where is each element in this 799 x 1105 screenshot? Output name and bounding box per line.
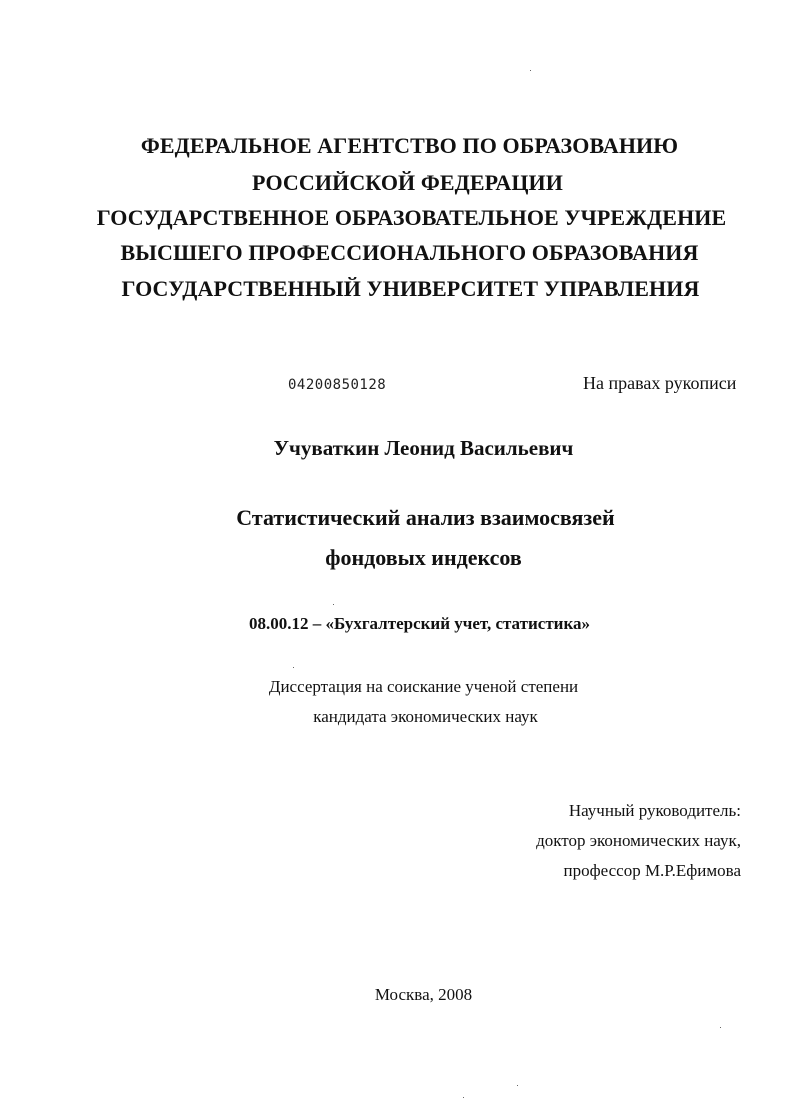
rights-note: На правах рукописи: [583, 373, 737, 393]
education-level: ВЫСШЕГО ПРОФЕССИОНАЛЬНОГО ОБРАЗОВАНИЯ: [120, 240, 699, 265]
dissertation-note-line-2: кандидата экономических наук: [313, 707, 538, 726]
scan-speck: [530, 70, 531, 71]
supervisor-name: профессор М.Р.Ефимова: [563, 861, 741, 880]
thesis-title-line-2: фондовых индексов: [325, 545, 522, 570]
university-name: ГОСУДАРСТВЕННЫЙ УНИВЕРСИТЕТ УПРАВЛЕНИЯ: [121, 276, 700, 301]
agency-name: ФЕДЕРАЛЬНОЕ АГЕНТСТВО ПО ОБРАЗОВАНИЮ: [140, 133, 679, 158]
specialty-code: 08.00.12 – «Бухгалтерский учет, статистика»: [249, 614, 590, 633]
inventory-number: 04200850128: [288, 377, 387, 393]
supervisor-degree: доктор экономических наук,: [536, 831, 741, 850]
place-and-year: Москва, 2008: [374, 985, 473, 1004]
scan-speck: [333, 604, 334, 605]
institution-type: ГОСУДАРСТВЕННОЕ ОБРАЗОВАТЕЛЬНОЕ УЧРЕЖДЕНИЕ: [96, 205, 727, 230]
scan-speck: [463, 1097, 464, 1098]
author-name: Учуваткин Леонид Васильевич: [273, 436, 574, 460]
scan-speck: [293, 667, 294, 668]
scan-speck: [720, 1027, 721, 1028]
thesis-title-line-1: Статистический анализ взаимосвязей: [236, 505, 615, 530]
country-name: РОССИЙСКОЙ ФЕДЕРАЦИИ: [252, 170, 563, 195]
dissertation-note-line-1: Диссертация на соискание ученой степени: [268, 677, 579, 696]
supervisor-label: Научный руководитель:: [568, 801, 741, 820]
scan-speck: [517, 1085, 518, 1086]
